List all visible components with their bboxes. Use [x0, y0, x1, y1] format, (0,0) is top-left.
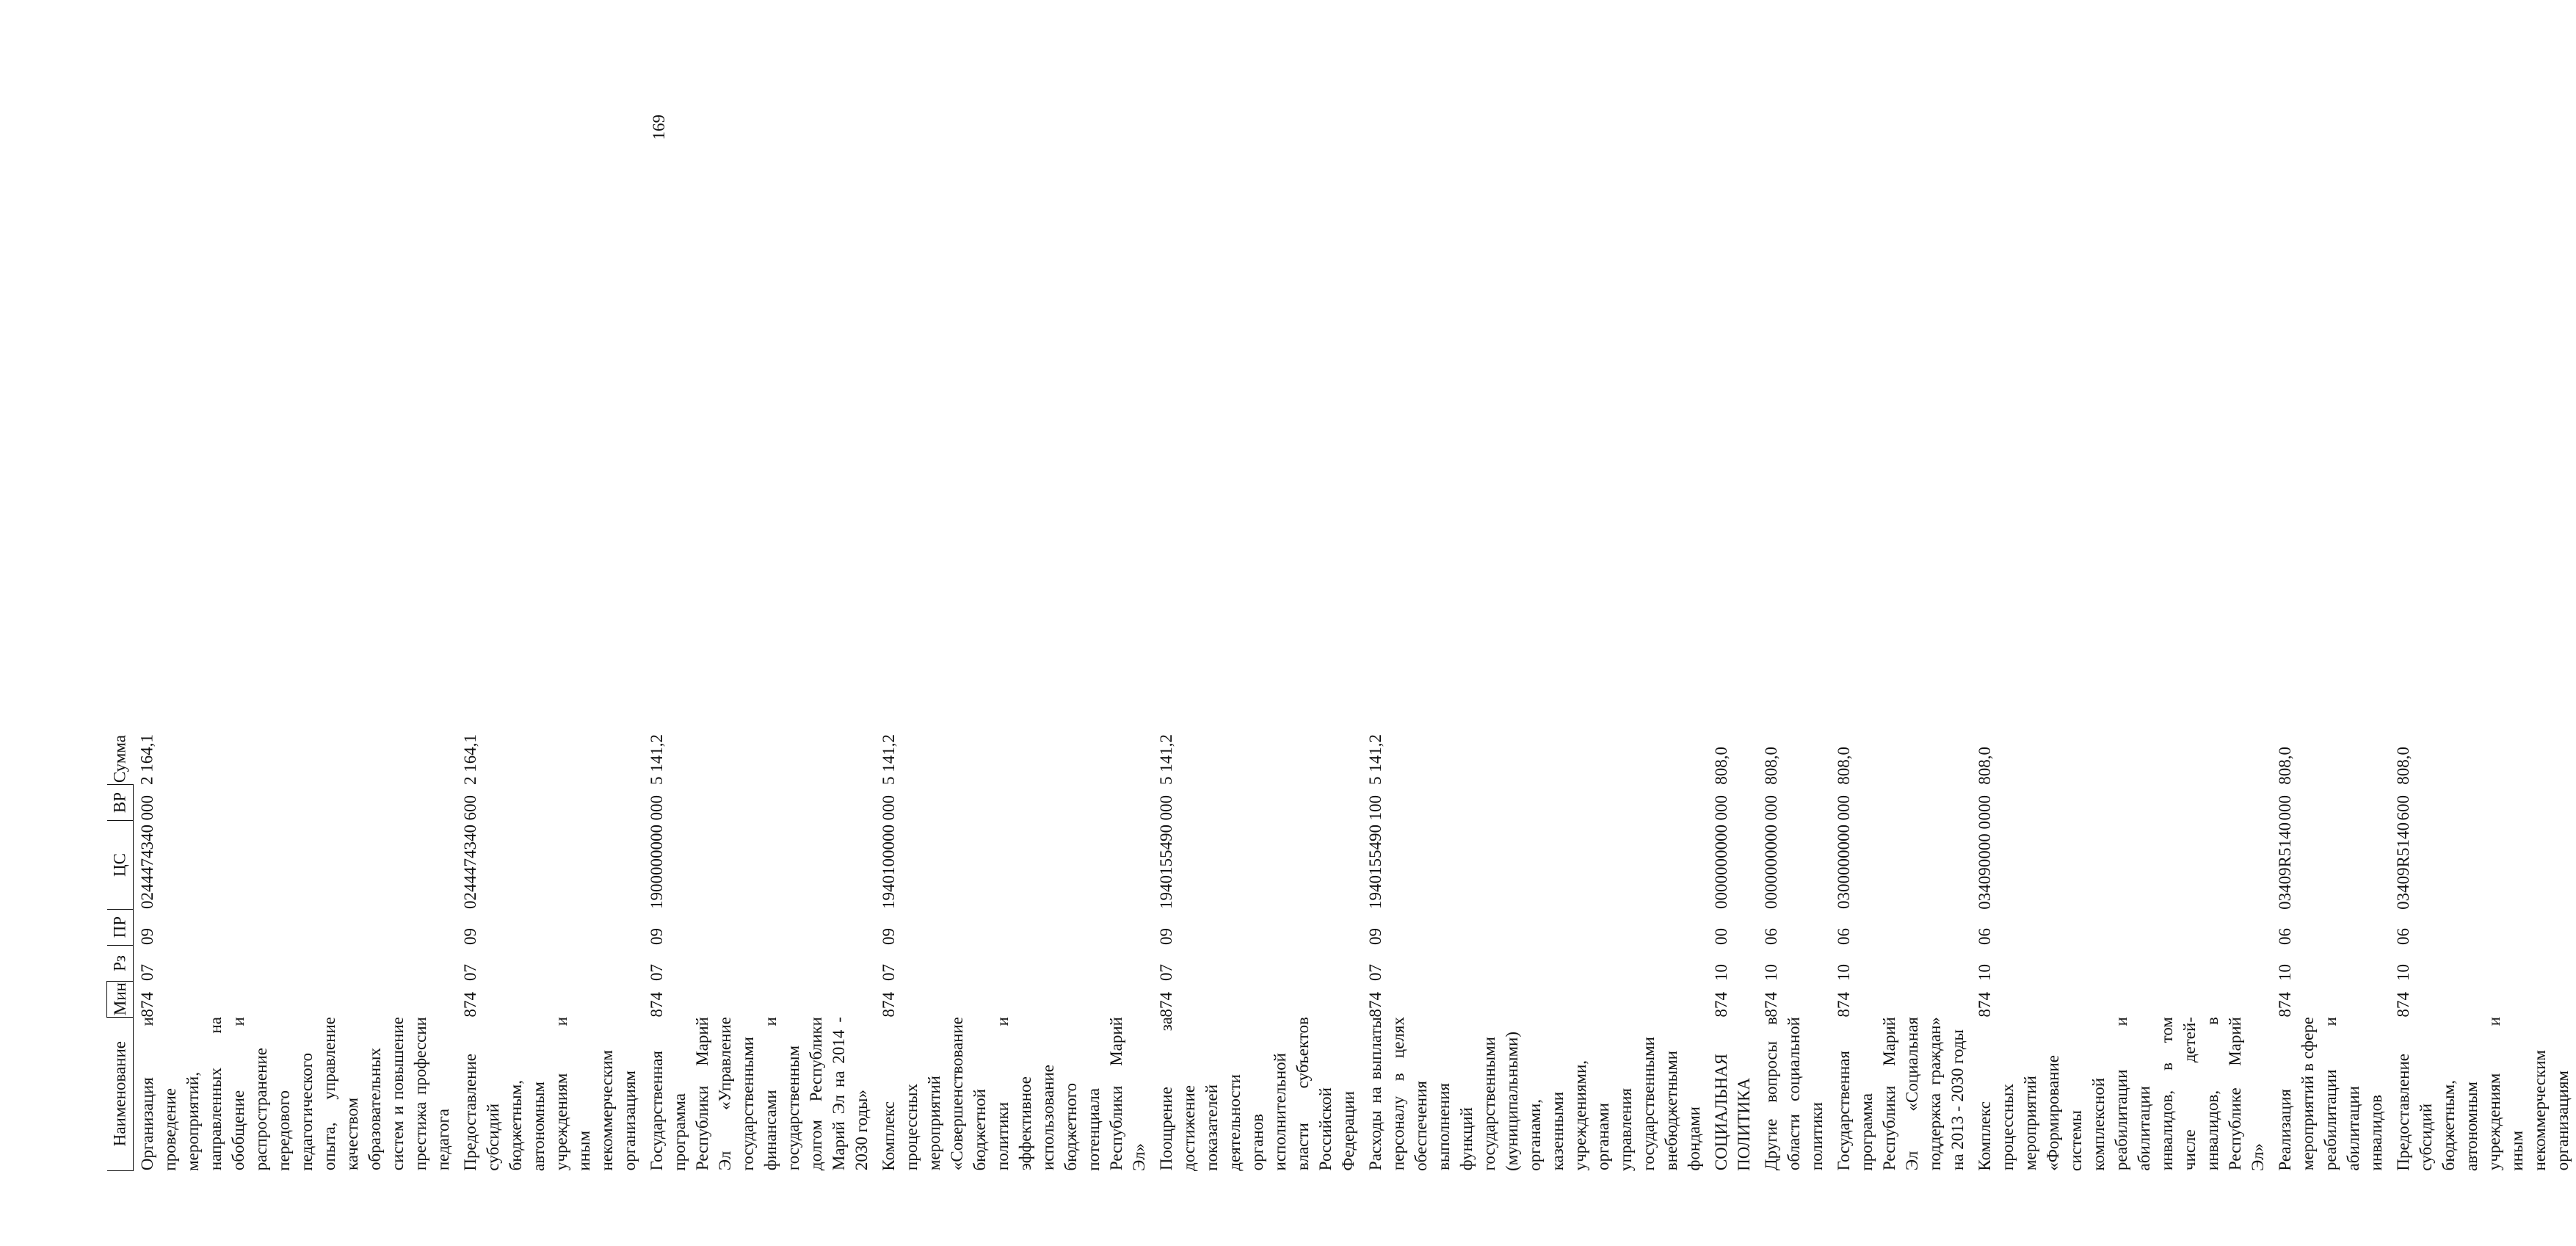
- table-header: [107, 734, 134, 1171]
- cell-cs: 0244474340: [461, 825, 479, 910]
- cell-name: СОЦИАЛЬНАЯ ПОЛИТИКА: [1712, 1054, 1753, 1171]
- cell-pr: 09: [879, 928, 898, 946]
- table-row: [1362, 734, 1708, 1171]
- cell-name: Расходы на выплаты персоналу в целях обеспечения выполнения функций государственными (муниципальными) органами, казенными учреждениями, органами управления государственными внебюджетными фондами: [1366, 1017, 1703, 1171]
- cell-sum: 5 141,2: [879, 734, 898, 785]
- cell-name: Государственная программа Республики Марий Эл «Социальная поддержка граждан» на 2013 - 2030 годы: [1835, 1017, 1967, 1171]
- cell-cs: 034090000 0: [1975, 820, 1994, 910]
- cell-pr: 06: [1835, 928, 1853, 946]
- cell-rz: 10: [2276, 964, 2294, 982]
- header-rz: Рз: [107, 945, 134, 981]
- cell-sum: 808,0: [2394, 746, 2412, 785]
- table-row: [1971, 734, 2271, 1171]
- cell-pr: 06: [1975, 928, 1994, 946]
- cell-rz: 07: [461, 964, 479, 982]
- cell-pr: 00: [1712, 928, 1730, 946]
- cell-min: 874: [1157, 991, 1175, 1018]
- cell-vr: 000: [1762, 795, 1780, 821]
- table-row: [457, 734, 643, 1171]
- cell-vr: 000: [1975, 795, 1994, 821]
- cell-sum: 2 164,1: [137, 734, 156, 785]
- cell-name: Комплекс процессных мероприятий «Совершенствование бюджетной политики и эффективное использование бюджетного потенциала Республики Марий Эл»: [879, 1017, 1148, 1171]
- cell-pr: 09: [1157, 928, 1175, 946]
- cell-min: 874: [1975, 991, 1994, 1018]
- cell-min: 874: [138, 991, 156, 1018]
- cell-sum: 5 141,2: [1157, 734, 1175, 785]
- cell-cs: 1940155490: [1157, 825, 1175, 910]
- cell-cs: 1940155490: [1366, 825, 1385, 910]
- cell-rz: 10: [1975, 964, 1994, 982]
- table-row: [134, 734, 457, 1171]
- cell-cs: 0244474340: [138, 825, 156, 910]
- cell-min: 874: [1762, 991, 1780, 1018]
- table-row: [1757, 734, 1830, 1171]
- cell-vr: 100: [1366, 795, 1385, 821]
- cell-min: 874: [1712, 991, 1730, 1018]
- cell-vr: 000: [1157, 795, 1175, 821]
- cell-min: 874: [461, 991, 479, 1018]
- cell-pr: 09: [461, 928, 479, 946]
- cell-vr: 000: [647, 795, 666, 821]
- table-body: [134, 734, 2576, 1171]
- cell-rz: 07: [138, 964, 156, 982]
- table-row: [1153, 734, 1362, 1171]
- cell-rz: 10: [1712, 964, 1730, 982]
- cell-cs: 0000000000: [1712, 825, 1730, 910]
- table-row: [1708, 734, 1757, 1171]
- cell-sum: 2 164,1: [461, 734, 479, 785]
- cell-pr: 06: [2276, 928, 2294, 946]
- cell-vr: 000: [1712, 795, 1730, 821]
- cell-min: 874: [1835, 991, 1853, 1018]
- cell-name: Другие вопросы в области социальной политики: [1762, 1017, 1826, 1171]
- cell-min: 874: [647, 991, 666, 1018]
- table-row: [2390, 734, 2576, 1171]
- cell-name: Предоставление субсидий бюджетным, автономным учреждениям и иным некоммерческим организациям: [461, 1017, 639, 1171]
- cell-sum: 808,0: [1975, 746, 1994, 785]
- cell-cs: 0000000000: [1762, 825, 1780, 910]
- cell-cs: 0300000000: [1835, 825, 1853, 910]
- table-row: [643, 734, 875, 1171]
- cell-pr: 06: [1762, 928, 1780, 946]
- cell-name: Поощрение за достижение показателей деятельности органов исполнительной власти субъектов Российской Федерации: [1157, 1017, 1357, 1171]
- header-min: Мин: [107, 981, 134, 1017]
- cell-name: Предоставление субсидий бюджетным, автономным учреждениям и иным некоммерческим организациям: [2394, 1017, 2572, 1171]
- table-row: [2271, 734, 2390, 1171]
- cell-rz: 07: [647, 964, 666, 982]
- cell-min: 874: [2276, 991, 2294, 1018]
- cell-vr: 000: [138, 795, 156, 821]
- header-vr: ВР: [107, 785, 134, 821]
- cell-name: Реализация мероприятий в сфере реабилитации и абилитации инвалидов: [2276, 1017, 2385, 1171]
- cell-vr: 600: [461, 795, 479, 821]
- cell-min: 874: [879, 991, 898, 1018]
- cell-rz: 10: [1762, 964, 1780, 982]
- cell-rz: 07: [1366, 964, 1385, 982]
- table-row: [875, 734, 1153, 1171]
- cell-cs: 03409R5140: [2394, 822, 2412, 910]
- cell-rz: 10: [2394, 964, 2412, 982]
- cell-cs: 1900000000: [647, 825, 666, 910]
- cell-cs: 03409R5140: [2276, 822, 2294, 910]
- cell-name: Государственная программа Республики Марий Эл «Управление государственными финансами и государственным долгом Республики Марий Эл на 2014 - 2030 годы»: [647, 1017, 871, 1171]
- cell-rz: 07: [879, 964, 898, 982]
- header-name: Наименование: [107, 1017, 134, 1170]
- cell-rz: 10: [1835, 964, 1853, 982]
- cell-vr: 600: [2394, 795, 2412, 821]
- cell-rz: 07: [1157, 964, 1175, 982]
- header-pr: ПР: [107, 909, 134, 945]
- cell-name: Организация и проведение мероприятий, направленных на обобщение и распространение передового педагогического опыта, управление качеством образовательных систем и повышение престижа профессии педагога: [138, 1017, 452, 1171]
- cell-sum: 5 141,2: [647, 734, 666, 785]
- budget-table: [106, 734, 2576, 1171]
- cell-pr: 09: [647, 928, 666, 946]
- cell-min: 874: [1366, 991, 1385, 1018]
- page-number: 169: [650, 114, 668, 140]
- table-row: [1830, 734, 1971, 1171]
- cell-sum: 808,0: [1712, 746, 1730, 785]
- cell-sum: 808,0: [1835, 746, 1853, 785]
- cell-sum: 5 141,2: [1366, 734, 1385, 785]
- cell-vr: 000: [2276, 795, 2294, 821]
- header-cs: ЦС: [107, 821, 134, 910]
- cell-cs: 1940100000: [879, 825, 898, 910]
- cell-min: 874: [2394, 991, 2412, 1018]
- cell-pr: 09: [1366, 928, 1385, 946]
- cell-sum: 808,0: [1762, 746, 1780, 785]
- cell-sum: 808,0: [2276, 746, 2294, 785]
- cell-vr: 000: [879, 795, 898, 821]
- budget-table-wrapper: [106, 106, 2572, 1171]
- cell-name: Комплекс процессных мероприятий «Формирование системы комплексной реабилитации и абилитации инвалидов, в том числе детей-инвалидов, в Республике Марий Эл»: [1975, 1017, 2267, 1171]
- cell-pr: 06: [2394, 928, 2412, 946]
- cell-pr: 09: [138, 928, 156, 946]
- header-sum: Сумма: [107, 734, 134, 785]
- cell-vr: 000: [1835, 795, 1853, 821]
